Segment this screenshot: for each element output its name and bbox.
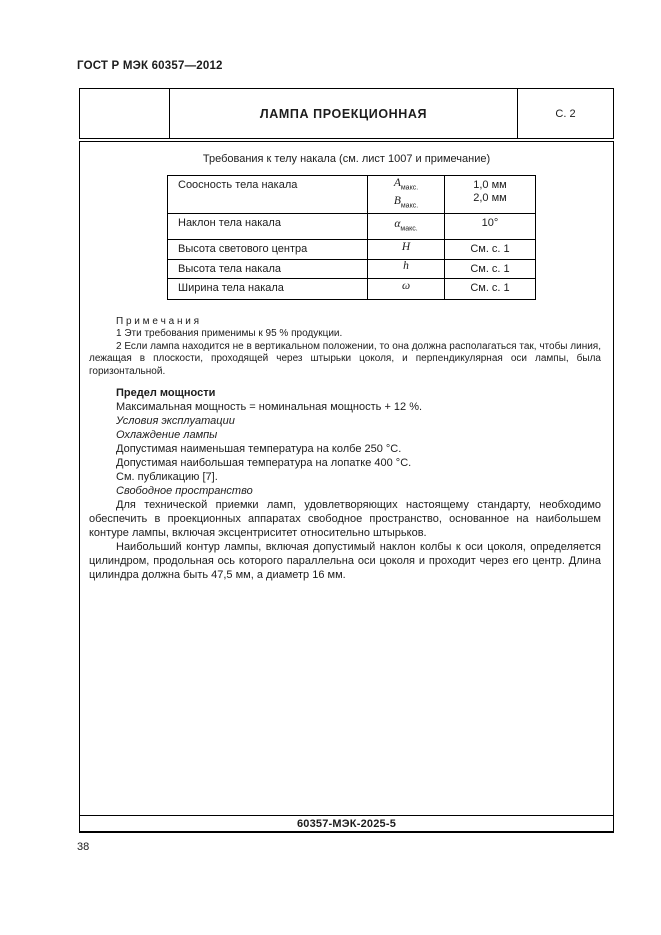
param-name: Ширина тела накала [168, 279, 368, 300]
sheet-number: С. 2 [555, 107, 576, 120]
param-symbol [368, 214, 445, 240]
doc-code: ГОСТ Р МЭК 60357—2012 [77, 60, 223, 72]
symbol-base: B [393, 194, 401, 207]
table-row [168, 214, 536, 240]
table-row [168, 176, 536, 214]
table-row [168, 279, 536, 300]
publication-reference: См. публикацию [7]. [116, 471, 218, 484]
lamp-cooling-heading: Охлаждение лампы [116, 429, 218, 442]
sheet-code: 60357-МЭК-2025-5 [296, 817, 397, 830]
body-text [89, 386, 601, 582]
max-power-line: Максимальная мощность = номинальная мощность + 12 %. [116, 401, 423, 414]
param-name: Соосность тела накала [168, 176, 368, 214]
param-symbol [368, 260, 445, 279]
value-line: См. с. 1 [470, 282, 510, 294]
value-line: 1,0 мм [473, 179, 507, 191]
footer-strip [80, 815, 613, 831]
symbol-base: α [394, 217, 401, 230]
sheet-header [79, 88, 614, 139]
symbol-base: ω [401, 280, 411, 293]
value-line: 2,0 мм [473, 192, 507, 204]
param-symbol [368, 176, 445, 214]
power-limit-heading: Предел мощности [116, 387, 216, 400]
param-value [445, 260, 536, 279]
param-name: Высота тела накала [168, 260, 368, 279]
param-value [445, 279, 536, 300]
page-number: 38 [77, 841, 90, 853]
symbol-subscript: макс. [400, 201, 419, 209]
notes-heading: П р и м е ч а н и я [116, 316, 200, 327]
param-value [445, 240, 536, 260]
notes-block [89, 316, 601, 378]
table-row [168, 240, 536, 260]
section-title: Требования к телу накала (см. лист 1007 и примечание) [202, 153, 491, 165]
param-symbol [368, 240, 445, 260]
value-line: 10° [481, 217, 499, 229]
param-name: Высота светового центра [168, 240, 368, 260]
symbol-subscript: макс. [400, 184, 419, 192]
max-temperature-line: Допустимая наибольшая температура на лопатке 400 °С. [116, 457, 412, 470]
header-empty-cell [80, 89, 170, 138]
min-temperature-line: Допустимая наименьшая температура на колбе 250 °С. [116, 443, 402, 456]
symbol-base: H [401, 240, 411, 253]
content-frame [79, 141, 614, 833]
note-item: 1 Эти требования применимы к 95 % продукции. [116, 328, 343, 340]
symbol-base: h [403, 260, 409, 273]
max-contour-paragraph: Наибольший контур лампы, включая допустимый наклон колбы к оси цоколя, определяется цилиндром, продольная ось которого параллельна оси цоколя и проходит через его центр. Длина цилиндра должна быть 47,5 мм, а диаметр 16 мм. [89, 541, 601, 582]
lamp-title: ЛАМПА ПРОЕКЦИОННАЯ [170, 89, 518, 138]
param-value [445, 214, 536, 240]
param-value [445, 176, 536, 214]
free-space-heading: Свободное пространство [116, 485, 253, 498]
note-item: 2 Если лампа находится не в вертикальном положении, то она должна располагаться так, чтобы линия, лежащая в плоскости, проходящей через штырьки цоколя, и перпендикулярная оси лампы, была горизонтальной. [89, 340, 601, 377]
symbol-base: A [393, 177, 401, 190]
param-name: Наклон тела накала [168, 214, 368, 240]
table-row [168, 260, 536, 279]
value-line: См. с. 1 [470, 263, 510, 275]
free-space-paragraph: Для технической приемки ламп, удовлетворяющих настоящему стандарту, необходимо обеспечить в проекционных аппаратах свободное пространство, основанное на наибольшем контуре лампы, включая эксцентриситет относительно штырьков. [89, 499, 601, 540]
symbol-subscript: макс. [400, 225, 418, 233]
value-line: См. с. 1 [470, 243, 510, 255]
operating-conditions-heading: Условия эксплуатации [116, 415, 235, 428]
param-symbol [368, 279, 445, 300]
spec-table [167, 175, 536, 300]
